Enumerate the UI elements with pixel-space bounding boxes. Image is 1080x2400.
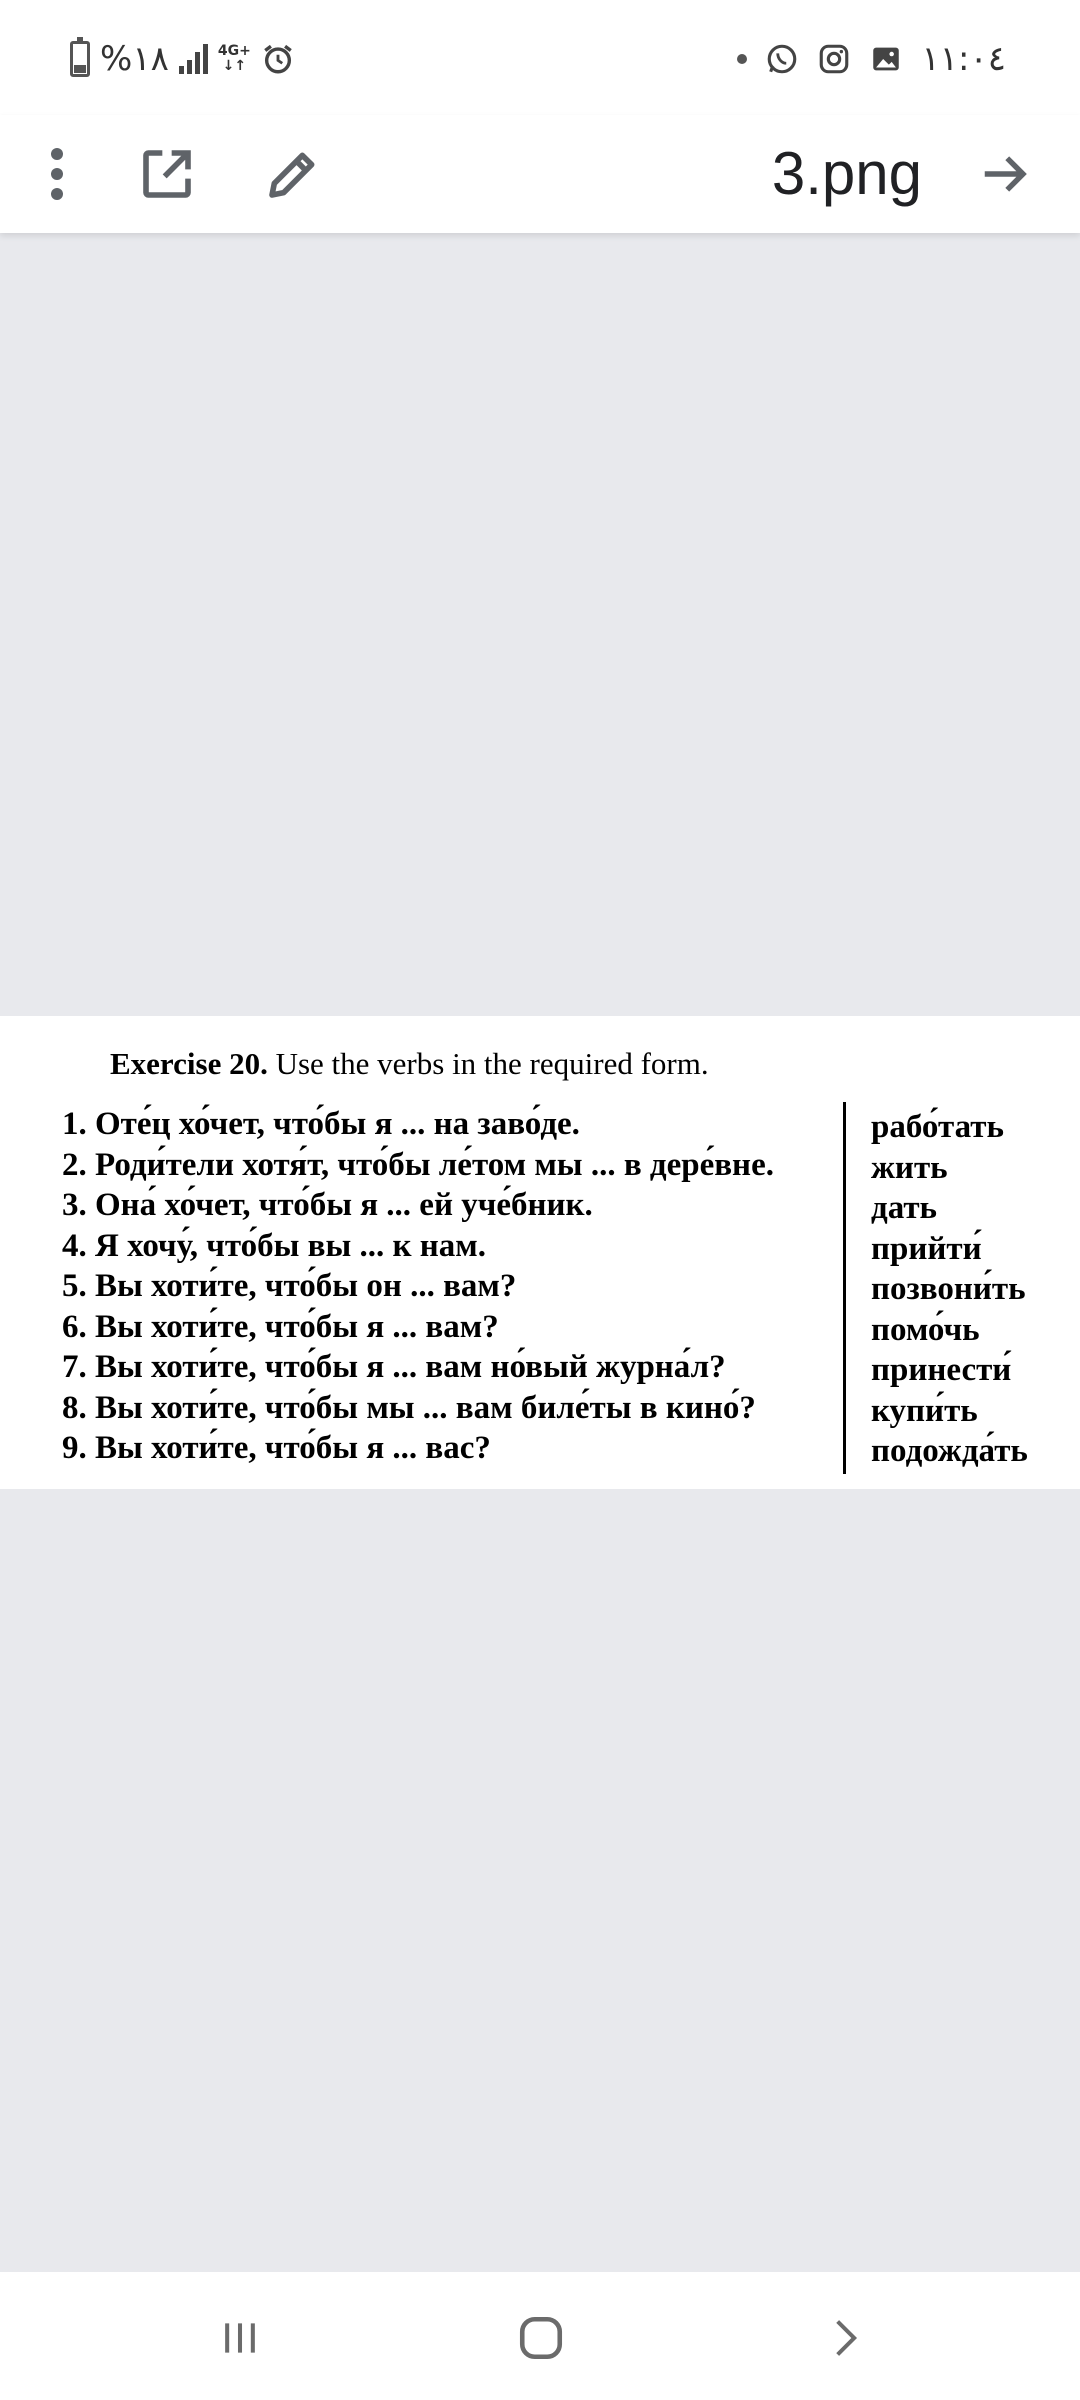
column-divider [843, 1102, 846, 1474]
verb-item: позвони́ть [871, 1271, 1026, 1307]
signal-icon [179, 44, 208, 74]
system-nav-bar [0, 2272, 1080, 2400]
exercise-heading-number: Exercise 20. [110, 1046, 268, 1081]
home-icon [516, 2313, 566, 2363]
recent-apps-icon [218, 2316, 262, 2360]
verb-item: жить [871, 1149, 948, 1186]
verb-item: помо́чь [871, 1311, 980, 1348]
sentence-item: 4. Я хочу́, что́бы вы ... к нам. [62, 1227, 487, 1264]
verb-item: рабо́тать [871, 1109, 1004, 1145]
exercise-heading-instruction: Use the verbs in the required form. [267, 1046, 709, 1081]
back-button[interactable] [800, 2298, 890, 2378]
sentence-item: 8. Вы хоти́те, что́бы мы ... вам биле́ты в кино́? [62, 1389, 756, 1426]
sentence-item: 7. Вы хоти́те, что́бы я ... вам но́вый журна́л? [62, 1349, 726, 1385]
sentence-item: 2. Роди́тели хотя́т, что́бы ле́том мы ... в дере́вне. [62, 1146, 774, 1183]
edit-pencil-icon [265, 146, 321, 202]
network-label: 4G+ [217, 43, 251, 59]
network-4g-icon: 4G+ ↓↑ [217, 43, 251, 74]
sentence-item: 1. Оте́ц хо́чет, что́бы я ... на заво́де. [62, 1106, 580, 1142]
sentence-item: 3. Она́ хо́чет, что́бы я ... ей уче́бник. [62, 1187, 593, 1223]
top-app-bar [0, 115, 1080, 233]
open-with-button[interactable] [130, 137, 204, 211]
verb-item: подожда́ть [871, 1433, 1028, 1469]
home-button[interactable] [496, 2298, 586, 2378]
sentence-item: 6. Вы хоти́те, что́бы я ... вам? [62, 1308, 499, 1345]
sentence-list [62, 1104, 774, 1469]
image-preview[interactable] [0, 1016, 1080, 1489]
status-bar [0, 0, 1080, 115]
sentence-item: 5. Вы хоти́те, что́бы он ... вам? [62, 1268, 517, 1304]
status-right [737, 34, 1006, 84]
arrow-forward-icon [978, 147, 1032, 201]
gallery-icon [869, 42, 903, 76]
instagram-icon [817, 42, 851, 76]
notification-dot-icon [737, 54, 747, 64]
sentence-item: 9. Вы хоти́те, что́бы я ... вас? [62, 1430, 491, 1466]
open-external-icon [139, 146, 195, 202]
status-left [70, 34, 295, 84]
verb-list [871, 1107, 1028, 1472]
verb-item: принести́ [871, 1352, 1012, 1388]
file-title: 3.png [771, 140, 922, 207]
verb-item: дать [871, 1190, 937, 1226]
back-icon [823, 2316, 867, 2360]
exercise-heading [110, 1046, 709, 1082]
battery-percent: %١٨ [100, 39, 169, 79]
verb-item: купи́ть [871, 1392, 978, 1429]
recent-apps-button[interactable] [195, 2298, 285, 2378]
whatsapp-icon [765, 42, 799, 76]
edit-button[interactable] [256, 137, 330, 211]
more-vert-icon [37, 146, 77, 202]
alarm-icon [261, 42, 295, 76]
status-time: ١١:٠٤ [921, 39, 1006, 79]
forward-button[interactable] [968, 137, 1042, 211]
verb-item: прийти́ [871, 1230, 982, 1267]
battery-icon [70, 41, 90, 77]
more-options-button[interactable] [20, 137, 94, 211]
